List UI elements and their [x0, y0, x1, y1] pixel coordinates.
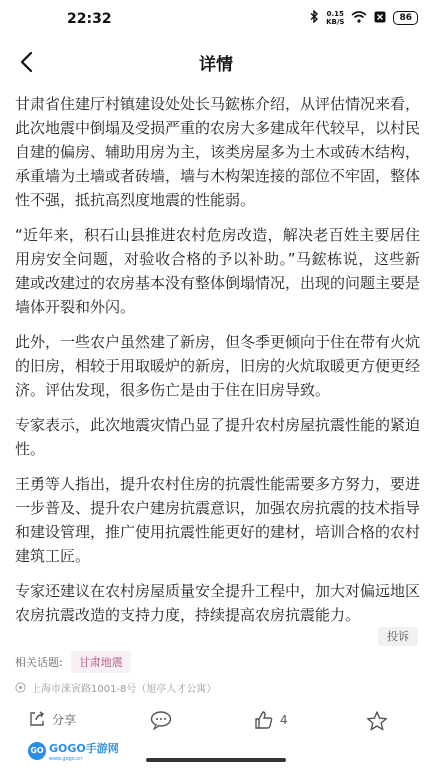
- article-body: [15, 92, 420, 638]
- home-indicator[interactable]: [146, 758, 286, 762]
- like-count: 4: [280, 713, 288, 727]
- site-watermark: [28, 740, 119, 762]
- speed-value: 0.15: [326, 10, 344, 18]
- share-label: 分享: [52, 712, 77, 727]
- share-button[interactable]: [28, 710, 76, 728]
- article-paragraph: “近年来，积石山县推进农村危房改造，解决老百姓主要居住用房安全问题，对验收合格的予以补助。”马鋐栋说，这些新建或改建过的农房基本没有整体倒塌情况，出现的问题主要是墙体开裂和外闪。: [15, 226, 421, 316]
- speed-unit: KB/S: [326, 18, 345, 26]
- topic-tag[interactable]: 甘肃地震: [71, 651, 131, 673]
- status-bar: [0, 0, 432, 36]
- like-button[interactable]: [254, 710, 288, 730]
- battery-icon: 86: [393, 11, 418, 25]
- article-paragraph: 专家表示，此次地震灾情凸显了提升农村房屋抗震性能的紧迫性。: [15, 416, 421, 458]
- related-topic: [15, 651, 131, 673]
- topic-label: 相关话题:: [15, 656, 63, 669]
- article-paragraph: 此外，一些农户虽然建了新房，但冬季更倾向于住在带有火炕的旧房，相较于用取暖炉的新房，旧房的火炕取暖更方便更经济。评估发现，很多伤亡是由于住在旧房导致。: [15, 333, 421, 399]
- location-icon: [15, 682, 26, 693]
- watermark-sub: www.gogo.cn: [49, 756, 83, 762]
- favorite-button[interactable]: [366, 710, 388, 736]
- comment-icon: [150, 710, 172, 730]
- status-time: 22:32: [67, 11, 112, 27]
- location-text: 上海市淶寅路1001-8号（旭亭人才公寓）: [31, 683, 217, 695]
- bluetooth-icon: [310, 10, 319, 26]
- article-paragraph: 专家还建议在农村房屋质量安全提升工程中，加大对偏远地区农房抗震改造的支持力度，持续提高农房抗震能力。: [15, 582, 421, 624]
- article-paragraph: 甘肃省住建厅村镇建设处处长马鋐栋介绍，从评估情况来看，此次地震中倒塌及受损严重的农房大多建成年代较早，以村民自建的偏房、辅助用房为主，该类房屋多为土木或砖木结构，承重墙为土墙或者砖墙，墙与木构架连接的部位不牢固，整体性不强，抵抗高烈度地震的性能弱。: [15, 95, 421, 209]
- watermark-text: GOGO手游网: [49, 742, 119, 755]
- watermark-logo-icon: GO: [28, 742, 46, 760]
- comment-button[interactable]: [150, 710, 172, 734]
- thumbs-up-icon: [254, 710, 274, 730]
- star-icon: [366, 710, 388, 732]
- share-icon: [28, 710, 46, 728]
- sim-icon: [374, 11, 386, 26]
- report-button[interactable]: 投诉: [378, 627, 418, 646]
- nav-header: [0, 40, 432, 86]
- article-paragraph: 王勇等人指出，提升农村住房的抗震性能需要多方努力，要进一步普及、提升农户建房抗震意识，加强农房抗震的技术指导和建设管理，推广使用抗震性能更好的建材，培训合格的农村建筑工匠。: [15, 475, 421, 565]
- location-row: [15, 678, 216, 696]
- page-title: 详情: [199, 55, 233, 75]
- status-icons: [310, 10, 418, 26]
- bottom-action-bar: [0, 704, 432, 738]
- wifi-icon: [351, 11, 367, 26]
- network-speed: [326, 10, 344, 26]
